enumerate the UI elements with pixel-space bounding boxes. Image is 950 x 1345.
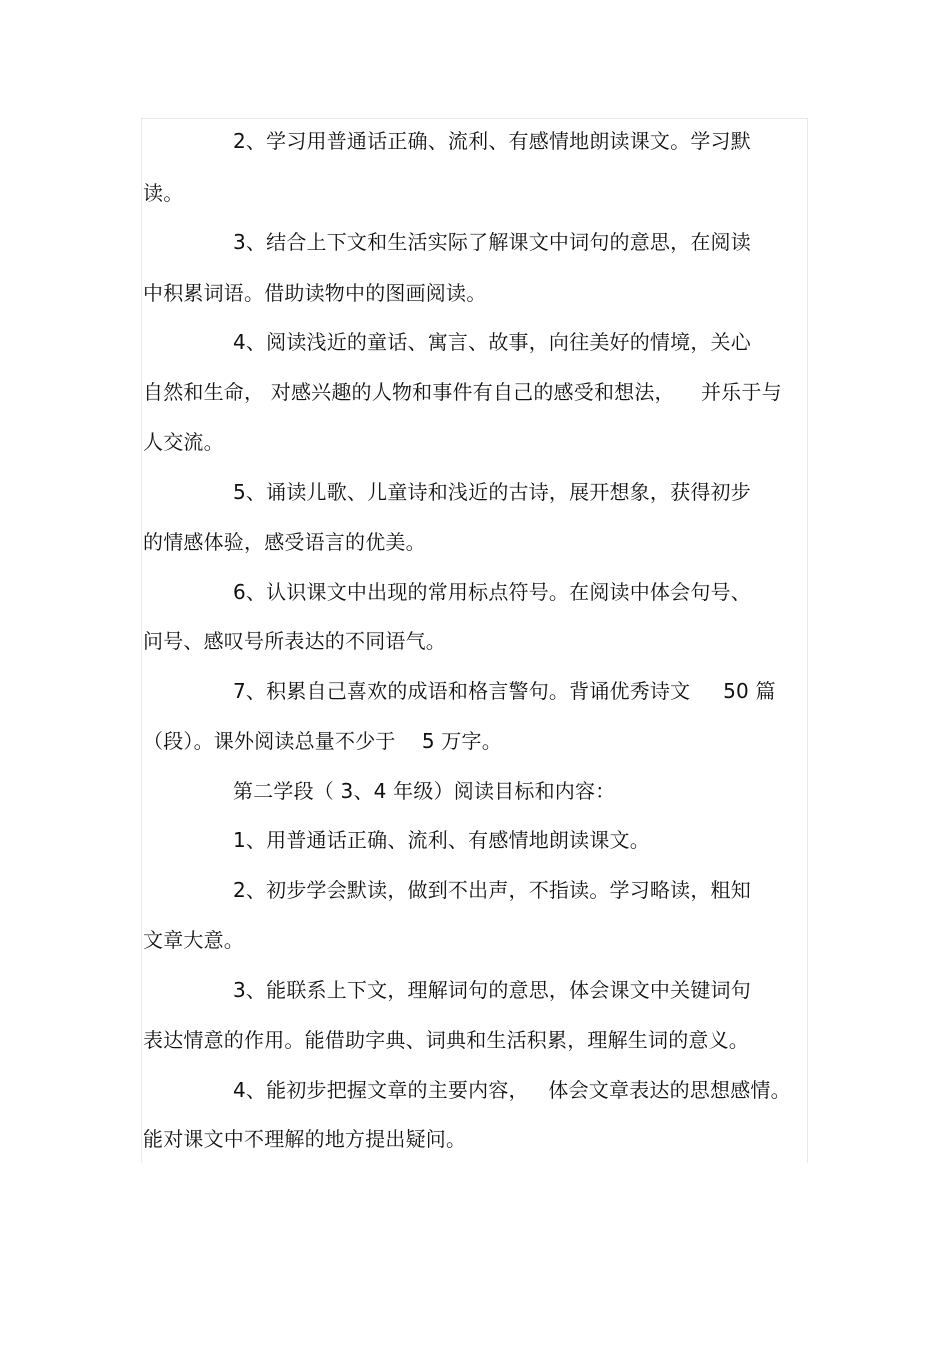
text-line: 文章大意。: [143, 928, 244, 952]
text-line: 1、用普通话正确、流利、有感情地朗读课文。: [233, 828, 650, 852]
text-line: 能对课文中不理解的地方提出疑问。: [143, 1127, 467, 1151]
text-line: 中积累词语。借助读物中的图画阅读。: [143, 281, 487, 305]
text-line: 2、学习用普通话正确、流利、有感情地朗读课文。学习默: [233, 129, 751, 153]
text-line: 7、积累自己喜欢的成语和格言警句。背诵优秀诗文 50 篇: [233, 679, 776, 703]
text-line: 4、能初步把握文章的主要内容， 体会文章表达的思想感情。: [233, 1078, 791, 1102]
text-line: 6、认识课文中出现的常用标点符号。在阅读中体会句号、: [233, 580, 751, 604]
text-line: 3、能联系上下文，理解词句的意思，体会课文中关键词句: [233, 978, 751, 1002]
text-line: 人交流。: [143, 430, 224, 454]
text-line: 2、初步学会默读，做到不出声，不指读。学习略读，粗知: [233, 878, 751, 902]
text-line: （段）。课外阅读总量不少于 5 万字。: [143, 729, 502, 753]
text-line: 问号、感叹号所表达的不同语气。: [143, 629, 446, 653]
text-line: 的情感体验，感受语言的优美。: [143, 530, 426, 554]
text-line: 读。: [143, 181, 184, 205]
text-line: 3、结合上下文和生活实际了解课文中词句的意思，在阅读: [233, 230, 751, 254]
text-line: 5、诵读儿歌、儿童诗和浅近的古诗，展开想象，获得初步: [233, 480, 751, 504]
text-line: 表达情意的作用。能借助字典、词典和生活积累，理解生词的意义。: [143, 1028, 749, 1052]
text-line: 自然和生命， 对感兴趣的人物和事件有自己的感受和想法， 并乐于与: [143, 380, 782, 404]
section-heading: 第二学段（ 3、4 年级）阅读目标和内容：: [233, 779, 616, 803]
text-line: 4、阅读浅近的童话、寓言、故事，向往美好的情境，关心: [233, 330, 751, 354]
